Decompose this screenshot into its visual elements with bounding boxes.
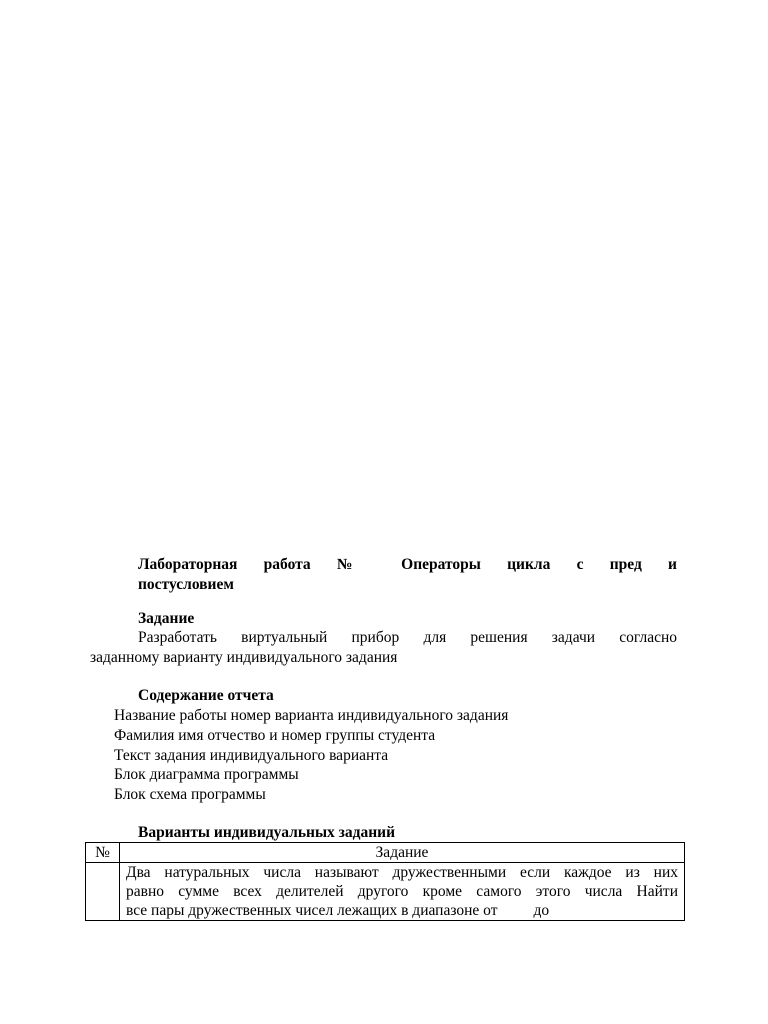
task-text-line-1: Разработать виртуальный прибор для решения задачи согласно <box>138 629 677 646</box>
variant-task-line: Два натуральных числа называют дружественными если каждое из них <box>126 864 678 881</box>
document-title-line-2: постусловием <box>138 576 234 593</box>
variant-task-cell <box>120 863 685 921</box>
variant-task-line <box>126 901 678 920</box>
report-item: Текст задания индивидуального варианта <box>114 747 389 764</box>
task-text-line-2: заданному варианту индивидуального задания <box>90 649 398 666</box>
variant-task-line: равно сумме всех делителей другого кроме самого этого числа Найти <box>126 883 678 900</box>
variant-task-line-start: все пары дружественных чисел лежащих в диапазоне от <box>126 902 498 919</box>
report-item: Фамилия имя отчество и номер группы студента <box>114 727 436 744</box>
column-header-task: Задание <box>120 843 685 863</box>
table-header-row <box>86 843 685 863</box>
variant-number-cell <box>86 863 120 921</box>
column-header-number: № <box>86 843 120 863</box>
variant-task-line-end: до <box>533 902 550 919</box>
report-item: Название работы номер варианта индивидуального задания <box>114 707 509 724</box>
document-title-line-1: Лабораторная работа № Операторы цикла с пред и <box>138 556 677 573</box>
report-item: Блок схема программы <box>114 786 266 803</box>
variants-heading: Варианты индивидуальных заданий <box>138 824 396 841</box>
report-item: Блок диаграмма программы <box>114 766 299 783</box>
table-row <box>86 863 685 921</box>
task-heading: Задание <box>138 610 195 627</box>
variants-table <box>85 842 685 921</box>
report-heading: Содержание отчета <box>138 687 274 704</box>
